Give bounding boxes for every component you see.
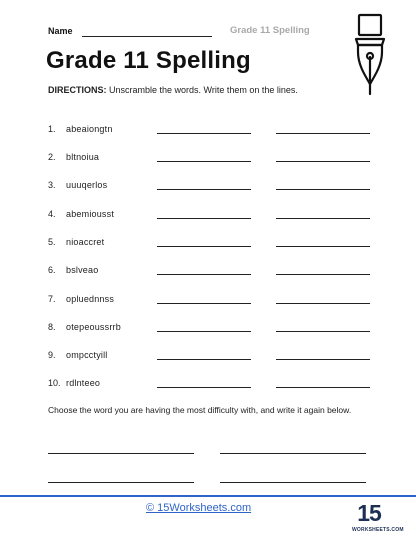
rewrite-line[interactable]	[220, 482, 366, 483]
answer-line-1[interactable]	[157, 359, 251, 360]
answer-line-1[interactable]	[157, 387, 251, 388]
list-item	[0, 124, 416, 138]
footer-divider	[0, 495, 416, 497]
item-number: 8.	[48, 322, 56, 332]
list-item	[0, 294, 416, 308]
list-item	[0, 378, 416, 392]
answer-line-1[interactable]	[157, 161, 251, 162]
scrambled-word: otepeoussrrb	[66, 322, 121, 332]
list-item	[0, 152, 416, 166]
item-number: 5.	[48, 237, 56, 247]
answer-line-2[interactable]	[276, 246, 370, 247]
logo-number: 15	[357, 500, 381, 526]
scrambled-word: bltnoiua	[66, 152, 100, 162]
list-item	[0, 209, 416, 223]
answer-line-1[interactable]	[157, 246, 251, 247]
list-item	[0, 237, 416, 251]
answer-line-2[interactable]	[276, 161, 370, 162]
answer-line-1[interactable]	[157, 218, 251, 219]
answer-line-2[interactable]	[276, 359, 370, 360]
difficulty-prompt: Choose the word you are having the most difficulty with, and write it again below.	[48, 405, 352, 415]
list-item	[0, 265, 416, 279]
footer-copyright-link[interactable]: © 15Worksheets.com	[146, 502, 252, 514]
scrambled-word: rdlnteeo	[66, 378, 101, 388]
item-number: 6.	[48, 265, 56, 275]
scrambled-word: opluednnss	[66, 294, 115, 304]
scrambled-word: abeaiongtn	[66, 124, 113, 134]
list-item	[0, 180, 416, 194]
logo-text: WORKSHEETS.COM	[352, 527, 404, 533]
item-number: 1.	[48, 124, 56, 134]
answer-line-2[interactable]	[276, 189, 370, 190]
list-item	[0, 322, 416, 336]
directions-label: DIRECTIONS:	[48, 85, 107, 95]
item-number: 10.	[48, 378, 61, 388]
rewrite-line[interactable]	[220, 453, 366, 454]
item-number: 2.	[48, 152, 56, 162]
scrambled-word: nioaccret	[66, 237, 105, 247]
item-number: 3.	[48, 180, 56, 190]
item-number: 4.	[48, 209, 56, 219]
answer-line-2[interactable]	[276, 303, 370, 304]
page-title: Grade 11 Spelling	[46, 47, 251, 74]
answer-line-1[interactable]	[157, 303, 251, 304]
answer-line-1[interactable]	[157, 274, 251, 275]
answer-line-2[interactable]	[276, 218, 370, 219]
header-tag: Grade 11 Spelling	[230, 25, 310, 36]
answer-line-2[interactable]	[276, 133, 370, 134]
list-item	[0, 350, 416, 364]
scrambled-word: uuuqerlos	[66, 180, 108, 190]
scrambled-word: bslveao	[66, 265, 99, 275]
directions-text: Unscramble the words. Write them on the lines.	[106, 85, 298, 95]
scrambled-word: abemiousst	[66, 209, 115, 219]
name-label: Name	[48, 26, 73, 36]
answer-line-1[interactable]	[157, 189, 251, 190]
item-number: 7.	[48, 294, 56, 304]
answer-line-2[interactable]	[276, 331, 370, 332]
site-logo	[352, 500, 404, 536]
rewrite-line[interactable]	[48, 453, 194, 454]
answer-line-1[interactable]	[157, 331, 251, 332]
scrambled-word: ompcctyill	[66, 350, 108, 360]
rewrite-line[interactable]	[48, 482, 194, 483]
item-number: 9.	[48, 350, 56, 360]
answer-line-1[interactable]	[157, 133, 251, 134]
answer-line-2[interactable]	[276, 387, 370, 388]
answer-line-2[interactable]	[276, 274, 370, 275]
